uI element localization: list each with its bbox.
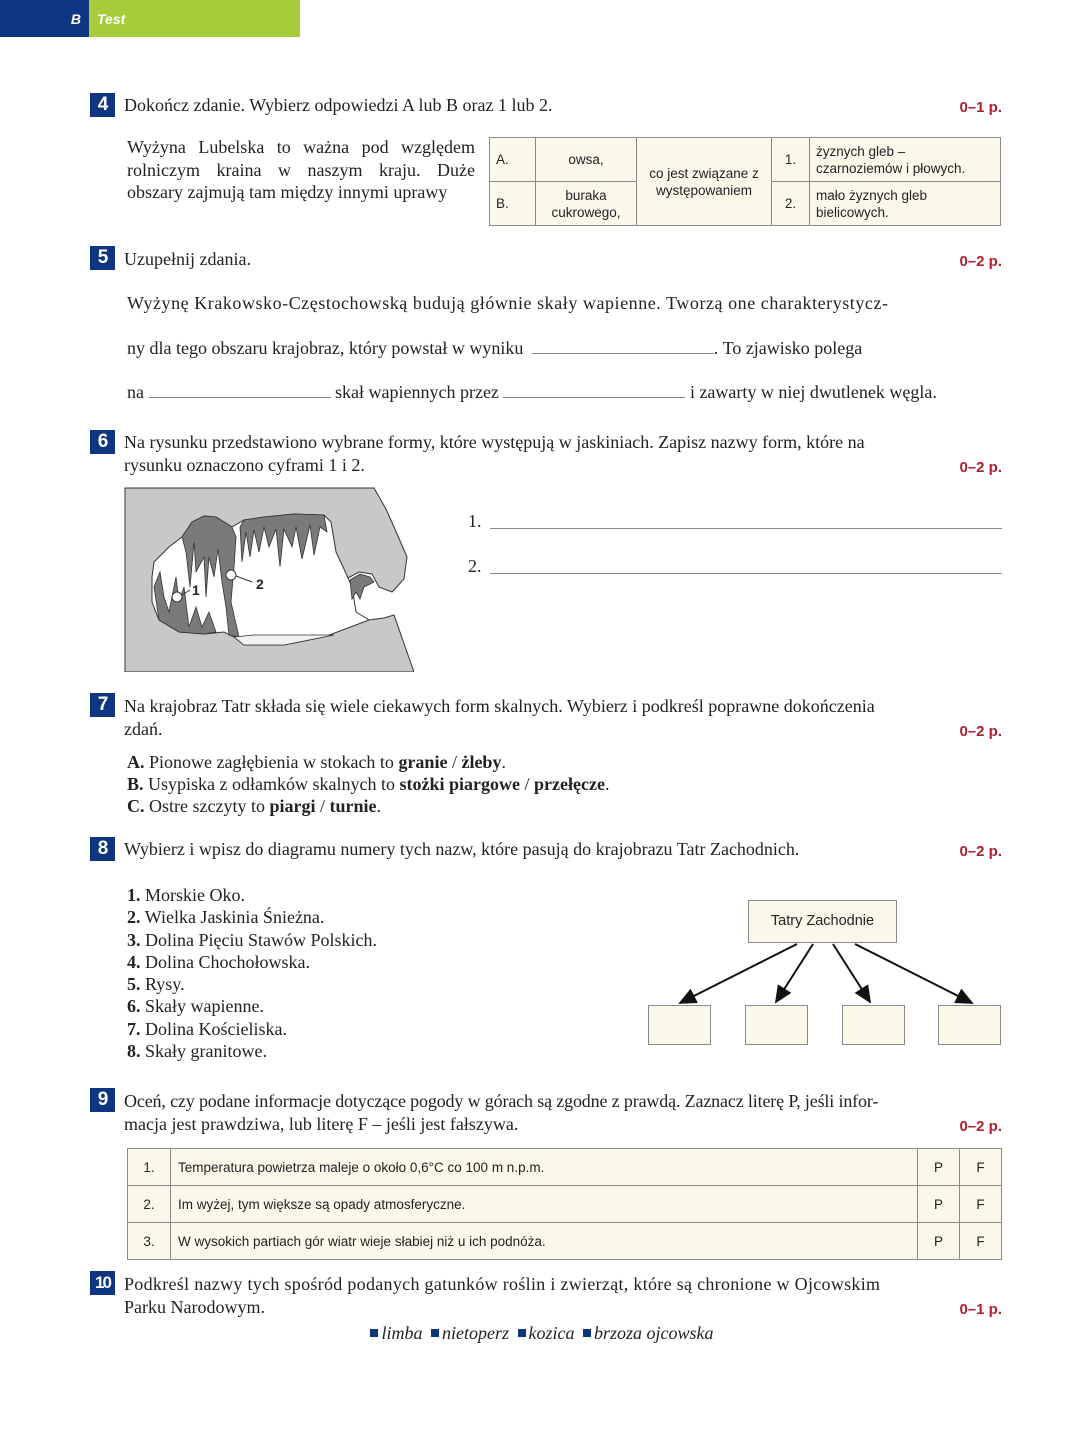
species-list — [0, 1323, 1080, 1344]
task-question: Uzupełnij zdania. — [124, 249, 251, 269]
answer-label: 2. — [468, 556, 482, 576]
choice-przelecze[interactable]: przełęcze — [534, 774, 605, 794]
task-5-line-2 — [127, 338, 1002, 359]
table-row — [128, 1186, 1002, 1223]
task-7-header — [90, 693, 1002, 743]
true-option[interactable]: P — [918, 1223, 960, 1260]
option-b-label[interactable]: B. — [490, 182, 536, 226]
task-5-header — [90, 246, 1002, 276]
task-number-badge: 9 — [90, 1088, 115, 1112]
species-nietoperz[interactable]: nietoperz — [442, 1323, 509, 1343]
option-b-value[interactable]: buraka cukrowego, — [536, 182, 637, 226]
header-section-band — [0, 0, 89, 37]
text-fragment: skał wapiennych przez — [335, 382, 499, 402]
list-item: 2. Wielka Jaskinia Śnieżna. — [127, 907, 325, 928]
table-row — [128, 1223, 1002, 1260]
task-question-line-2: macja jest prawdziwa, lub literę F – jeśli jest fałszywa. — [124, 1114, 519, 1134]
choice-stozki-piargowe[interactable]: stożki piargowe — [399, 774, 520, 794]
option-c — [127, 795, 381, 817]
list-item: 7. Dolina Kościeliska. — [127, 1018, 287, 1039]
choice-zleby[interactable]: żleby — [461, 752, 502, 772]
task-8-header — [90, 837, 1002, 867]
row-statement: Im wyżej, tym większe są opady atmosferyczne. — [171, 1186, 918, 1223]
task-5-line-1: Wyżynę Krakowsko-Częstochowską budują głównie skały wapienne. Tworzą one charakterystycz- — [127, 293, 889, 313]
task-question-line-1: Na krajobraz Tatr składa się wiele ciekawych form skalnych. Wybierz i podkreśl poprawne dokończenia — [124, 696, 875, 716]
task-points: 0–1 p. — [959, 1301, 1002, 1318]
task-6-header — [90, 430, 1002, 480]
list-item: 6. Skały wapienne. — [127, 996, 264, 1017]
list-item: 5. Rysy. — [127, 974, 185, 995]
false-option[interactable]: F — [960, 1149, 1002, 1186]
bullet-square-icon — [518, 1329, 526, 1337]
list-item: 3. Dolina Pięciu Stawów Polskich. — [127, 929, 377, 950]
option-text: Ostre szczyty to — [149, 796, 265, 816]
task-question: Wybierz i wpisz do diagramu numery tych nazw, które pasują do krajobrazu Tatr Zachodnich. — [124, 839, 800, 859]
task-4-choice-table — [489, 137, 1001, 226]
answer-row-2 — [468, 556, 1002, 577]
task-5-line-3 — [127, 382, 1002, 403]
task-points: 0–1 p. — [959, 99, 1002, 116]
task-9-header — [90, 1088, 1002, 1138]
task-8-list — [127, 884, 377, 1062]
species-brzoza-ojcowska[interactable]: brzoza ojcowska — [593, 1323, 714, 1343]
true-option[interactable]: P — [918, 1149, 960, 1186]
task-question-line-2: rysunku oznaczono cyframi 1 i 2. — [124, 455, 365, 475]
task-points: 0–2 p. — [959, 1118, 1002, 1135]
task-points: 0–2 p. — [959, 459, 1002, 476]
task-question-line-1: Na rysunku przedstawiono wybrane formy, które występują w jaskiniach. Zapisz nazwy form, które na — [124, 432, 865, 452]
option-2-label[interactable]: 2. — [772, 182, 810, 226]
section-letter: B — [70, 11, 81, 27]
species-limba[interactable]: limba — [381, 1323, 423, 1343]
blank-2-input[interactable] — [149, 397, 331, 398]
choice-turnie[interactable]: turnie — [329, 796, 377, 816]
figure-label-1: 1 — [192, 582, 200, 598]
task-number-badge: 5 — [90, 246, 115, 270]
false-option[interactable]: F — [960, 1223, 1002, 1260]
header-title-band — [89, 0, 300, 37]
row-statement: W wysokich partiach gór wiatr wieje słabiej niż u ich podnóża. — [171, 1223, 918, 1260]
bullet-square-icon — [431, 1329, 439, 1337]
option-letter: A. — [127, 752, 145, 772]
list-item: 4. Dolina Chochołowska. — [127, 951, 310, 972]
diagram-arrows — [640, 940, 1010, 1010]
task-question-line-1: Oceń, czy podane informacje dotyczące pogody w górach są zgodne z prawdą. Zaznacz literę P, jeśli infor- — [124, 1091, 879, 1111]
option-a-value[interactable]: owsa, — [536, 138, 637, 182]
task-number-badge: 7 — [90, 693, 115, 717]
task-number-badge: 4 — [90, 93, 115, 117]
text-fragment: na — [127, 382, 144, 402]
blank-3-input[interactable] — [503, 397, 685, 398]
text-fragment: . To zjawisko polega — [713, 338, 863, 358]
task-4-stem: Wyżyna Lubelska to ważna pod względem rolniczym kraina w naszym kraju. Duże obszary zajmują tam między innymi uprawy — [127, 137, 475, 202]
task-number-badge: 8 — [90, 837, 115, 861]
row-statement: Temperatura powietrza maleje o około 0,6°C co 100 m n.p.m. — [171, 1149, 918, 1186]
bullet-square-icon — [370, 1329, 378, 1337]
true-option[interactable]: P — [918, 1186, 960, 1223]
task-9-table — [127, 1148, 1002, 1260]
option-text: Pionowe zagłębienia w stokach to — [149, 752, 394, 772]
task-question-line-2: Parku Narodowym. — [124, 1297, 265, 1317]
species-kozica[interactable]: kozica — [528, 1323, 575, 1343]
list-item: 1. Morskie Oko. — [127, 885, 245, 905]
option-1-value[interactable]: żyznych gleb – czarnoziemów i płowych. — [810, 138, 1001, 182]
option-letter: B. — [127, 774, 144, 794]
answer-1-input[interactable] — [490, 528, 1002, 529]
task-question-line-1: Podkreśl nazwy tych spośród podanych gatunków roślin i zwierząt, które są chronione w Ojcowskim — [124, 1274, 881, 1294]
blank-1-input[interactable] — [532, 353, 714, 354]
option-a-label[interactable]: A. — [490, 138, 536, 182]
choice-granie[interactable]: granie — [398, 752, 448, 772]
diagram-root-box: Tatry Zachodnie — [748, 900, 897, 943]
answer-label: 1. — [468, 511, 482, 531]
task-question: Dokończ zdanie. Wybierz odpowiedzi A lub B oraz 1 lub 2. — [124, 95, 553, 115]
task-number-badge: 10 — [90, 1271, 115, 1295]
row-number: 3. — [128, 1223, 171, 1260]
option-1-label[interactable]: 1. — [772, 138, 810, 182]
diagram-answer-box-3[interactable] — [842, 1005, 905, 1045]
option-b — [127, 773, 609, 795]
task-10-header — [90, 1271, 1002, 1321]
task-points: 0–2 p. — [959, 253, 1002, 270]
period: . — [604, 774, 610, 794]
diagram-answer-box-4[interactable] — [938, 1005, 1001, 1045]
task-points: 0–2 p. — [959, 843, 1002, 860]
cave-illustration — [124, 487, 414, 672]
option-text: Usypiska z odłamków skalnych to — [148, 774, 395, 794]
separator: / — [519, 774, 534, 794]
separator: / — [315, 796, 330, 816]
bullet-square-icon — [583, 1329, 591, 1337]
diagram-answer-box-1[interactable] — [648, 1005, 711, 1045]
option-2-value[interactable]: mało żyznych gleb bielicowych. — [810, 182, 1001, 226]
option-letter: C. — [127, 796, 145, 816]
task-points: 0–2 p. — [959, 723, 1002, 740]
table-row — [128, 1149, 1002, 1186]
option-a — [127, 751, 506, 773]
task-4-header — [90, 93, 1002, 123]
list-item: 8. Skały granitowe. — [127, 1041, 267, 1062]
diagram-answer-box-2[interactable] — [745, 1005, 808, 1045]
row-number: 1. — [128, 1149, 171, 1186]
false-option[interactable]: F — [960, 1186, 1002, 1223]
task-number-badge: 6 — [90, 430, 115, 454]
figure-label-2: 2 — [256, 576, 264, 592]
period: . — [376, 796, 381, 816]
separator: / — [447, 752, 462, 772]
section-title: Test — [97, 11, 126, 27]
choice-piargi[interactable]: piargi — [269, 796, 316, 816]
text-fragment: i zawarty w niej dwutlenek węgla. — [689, 382, 937, 402]
task-question-line-2: zdań. — [124, 719, 163, 739]
row-number: 2. — [128, 1186, 171, 1223]
period: . — [501, 752, 506, 772]
answer-2-input[interactable] — [490, 573, 1002, 574]
text-fragment: ny dla tego obszaru krajobraz, który powstał w wyniku — [127, 338, 524, 358]
middle-connector: co jest związane z występowaniem — [637, 138, 772, 226]
answer-row-1 — [468, 511, 1002, 532]
